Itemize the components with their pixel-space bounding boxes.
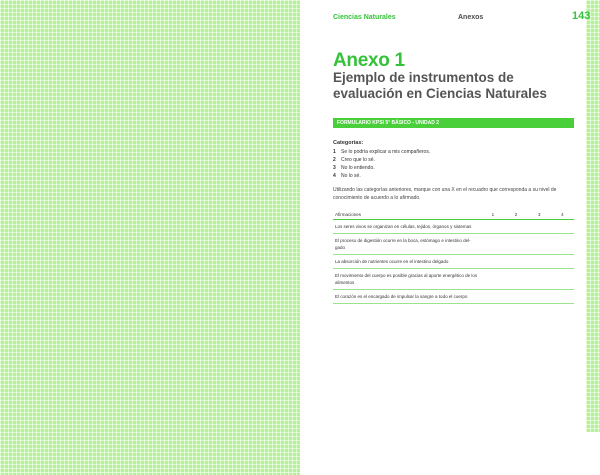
answer-cell[interactable]: [528, 255, 551, 269]
answer-cell[interactable]: [551, 255, 574, 269]
answer-cell[interactable]: [504, 220, 527, 234]
table-row: [333, 290, 574, 304]
column-header: 4: [551, 209, 574, 220]
decorative-edge-strip: [586, 0, 600, 432]
answer-cell[interactable]: [551, 269, 574, 290]
category-item: [333, 164, 573, 172]
category-text: Creo que lo sé.: [341, 157, 375, 163]
answer-cell[interactable]: [504, 234, 527, 255]
affirmation-text: La absorción de nutrientes ocurre en el intestino delgado: [333, 255, 481, 269]
categories-list: [333, 148, 573, 180]
header-section: Ciencias Naturales: [333, 14, 396, 21]
category-number: 1: [333, 149, 336, 155]
column-header: 1: [481, 209, 504, 220]
kpsi-table: [333, 209, 574, 304]
column-header: 2: [504, 209, 527, 220]
category-text: No lo sé.: [341, 173, 361, 179]
header-chapter: Anexos: [458, 14, 484, 21]
column-header: 3: [528, 209, 551, 220]
category-number: 3: [333, 165, 336, 171]
page-number: 143: [572, 10, 591, 22]
answer-cell[interactable]: [504, 255, 527, 269]
instructions-text: Utilizando las categorías anteriores, marque con una X en el recuadro que corresponda a su nivel de conocimiento de acuerdo a lo afirmado.: [333, 187, 557, 201]
answer-cell[interactable]: [481, 269, 504, 290]
category-number: 2: [333, 157, 336, 163]
answer-cell[interactable]: [481, 290, 504, 304]
table-row: [333, 255, 574, 269]
table-header-row: [333, 209, 574, 220]
column-header-affirmations: Afirmaciones: [333, 209, 481, 220]
category-text: Se lo podría explicar a mis compañeros.: [341, 149, 431, 155]
answer-cell[interactable]: [528, 234, 551, 255]
answer-cell[interactable]: [551, 234, 574, 255]
categories-title: Categorías:: [333, 140, 364, 146]
form-title-bar: FORMULARIO KPSI 5° BÁSICO - UNIDAD 2: [333, 118, 574, 128]
answer-cell[interactable]: [504, 290, 527, 304]
category-item: [333, 148, 573, 156]
table-row: [333, 234, 574, 255]
affirmation-text: El corazón es el encargado de impulsar la sangre a todo el cuerpo: [333, 290, 481, 304]
affirmation-text: Los seres vivos se organizan en células, tejidos, órganos y sistemas: [333, 220, 481, 234]
answer-cell[interactable]: [504, 269, 527, 290]
affirmation-text: El movimiento del cuerpo es posible gracias al aporte energético de los alimentos: [333, 269, 481, 290]
answer-cell[interactable]: [528, 290, 551, 304]
page-subtitle: Ejemplo de instrumentos de evaluación en Ciencias Naturales: [333, 70, 547, 101]
page-title: Anexo 1: [333, 50, 405, 71]
answer-cell[interactable]: [551, 220, 574, 234]
category-item: [333, 172, 573, 180]
affirmation-text: El proceso de digestión ocurre en la boca, estómago e intestino del-gado: [333, 234, 481, 255]
answer-cell[interactable]: [481, 234, 504, 255]
answer-cell[interactable]: [551, 290, 574, 304]
answer-cell[interactable]: [481, 255, 504, 269]
answer-cell[interactable]: [481, 220, 504, 234]
table-row: [333, 269, 574, 290]
answer-cell[interactable]: [528, 269, 551, 290]
category-text: No lo entiendo.: [341, 165, 375, 171]
category-item: [333, 156, 573, 164]
answer-cell[interactable]: [528, 220, 551, 234]
document-page: [300, 0, 591, 475]
category-number: 4: [333, 173, 336, 179]
table-row: [333, 220, 574, 234]
